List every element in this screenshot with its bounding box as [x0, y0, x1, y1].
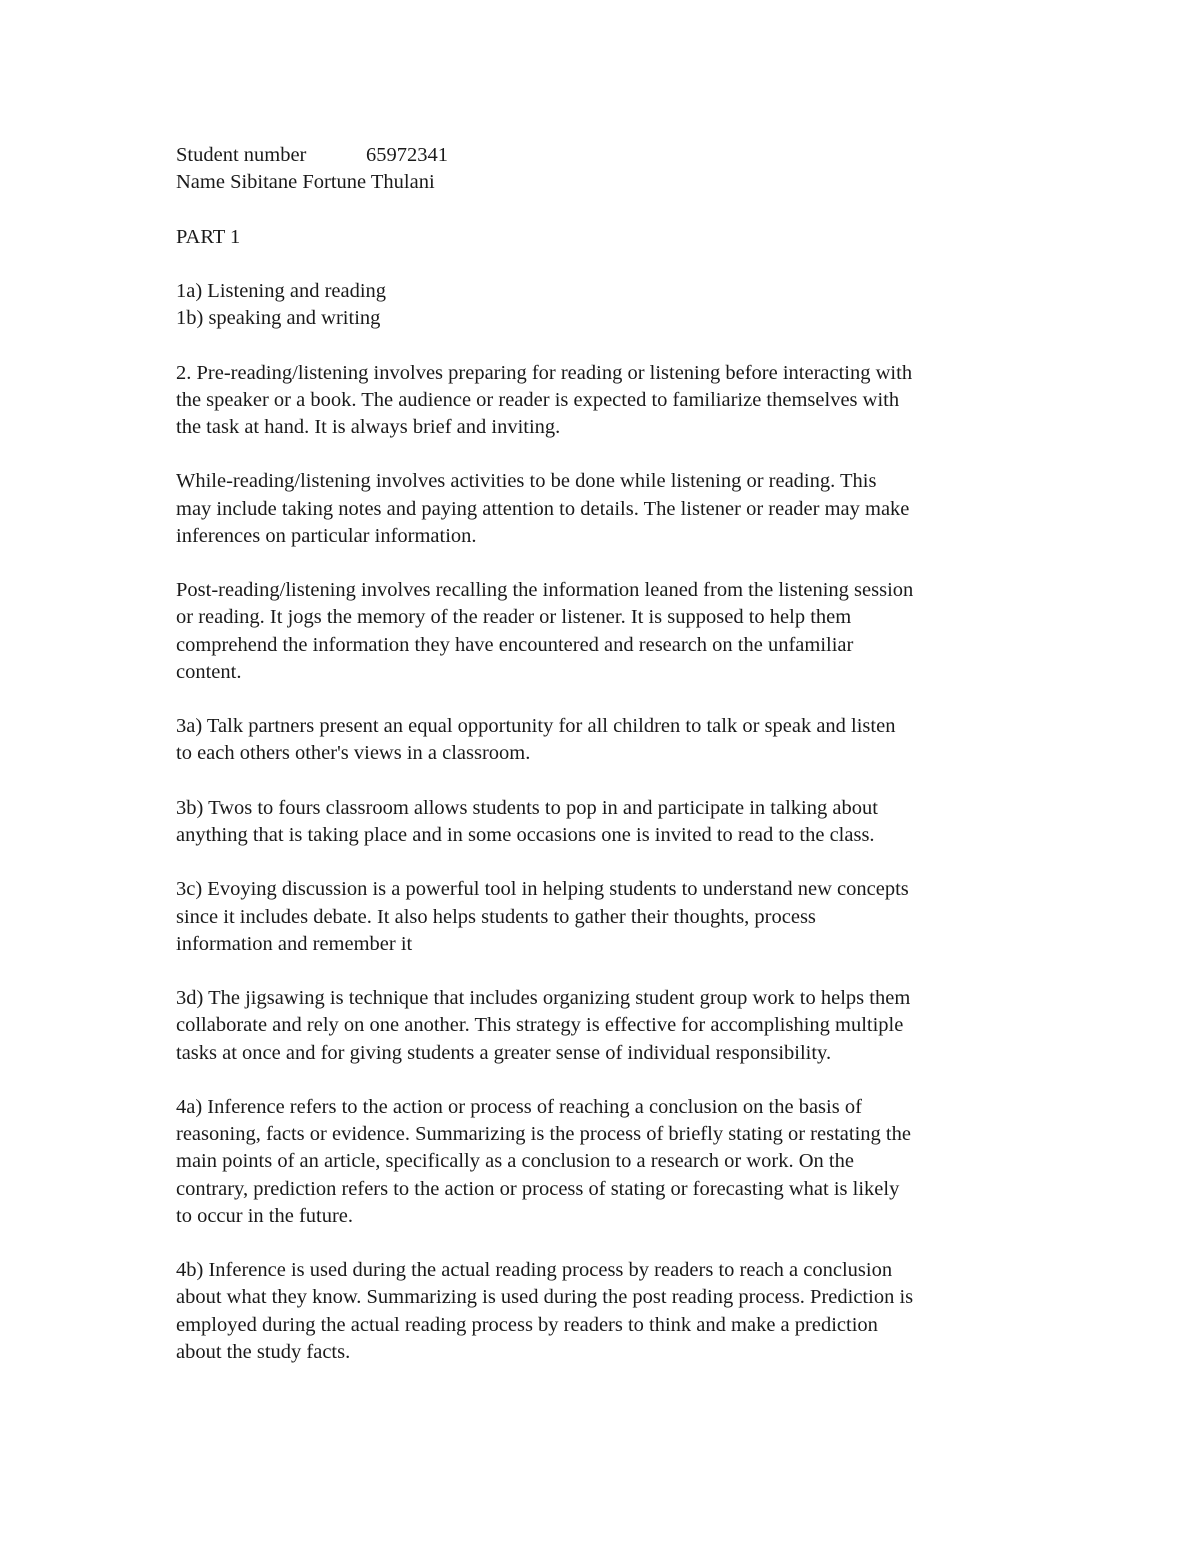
answer-2-while-reading: [176, 468, 1036, 550]
paragraph-line: 4b) Inference is used during the actual reading process by readers to reach a conclusion: [176, 1259, 893, 1282]
spacer: [176, 849, 1036, 876]
paragraph-line: collaborate and rely on one another. This strategy is effective for accomplishing multiple: [176, 1014, 904, 1037]
answer-3b: [176, 795, 1036, 849]
paragraph-line: contrary, prediction refers to the action or process of stating or forecasting what is likely: [176, 1177, 900, 1200]
spacer: [176, 251, 1036, 278]
paragraph-line: the task at hand. It is always brief and inviting.: [176, 415, 561, 438]
student-number-label: Student number: [176, 144, 307, 166]
spacer: [176, 1230, 1036, 1257]
student-number-line: [176, 142, 1036, 169]
paragraph-line: 3c) Evoying discussion is a powerful tool in helping students to understand new concepts: [176, 878, 909, 901]
paragraph-line: While-reading/listening involves activities to be done while listening or reading. This: [176, 470, 877, 493]
paragraph-line: information and remember it: [176, 932, 413, 955]
answer-2-pre-reading: [176, 360, 1036, 442]
answer-3c: [176, 876, 1036, 958]
spacer: [176, 332, 1036, 359]
spacer: [176, 768, 1036, 795]
part-title: PART 1: [176, 225, 241, 248]
answer-3a: [176, 713, 1036, 767]
paragraph-line: tasks at once and for giving students a greater sense of individual responsibility.: [176, 1041, 832, 1064]
student-name-line: Name Sibitane Fortune Thulani: [176, 171, 435, 194]
paragraph-line: reasoning, facts or evidence. Summarizing is the process of briefly stating or restating the: [176, 1123, 911, 1146]
answer-3d: [176, 985, 1036, 1067]
paragraph-line: since it includes debate. It also helps students to gather their thoughts, process: [176, 905, 816, 928]
paragraph-line: about the study facts.: [176, 1340, 351, 1363]
paragraph-line: 4a) Inference refers to the action or process of reaching a conclusion on the basis of: [176, 1095, 862, 1118]
paragraph-line: 3a) Talk partners present an equal opportunity for all children to talk or speak and listen: [176, 715, 896, 738]
spacer: [176, 1067, 1036, 1094]
paragraph-line: to each others other's views in a classroom.: [176, 742, 531, 765]
document-body: [176, 142, 1036, 1366]
student-number-value: 65972341: [366, 144, 448, 166]
paragraph-line: Post-reading/listening involves recalling the information leaned from the listening session: [176, 579, 914, 602]
answer-1b: 1b) speaking and writing: [176, 307, 381, 330]
spacer: [176, 550, 1036, 577]
spacer: [176, 196, 1036, 223]
answer-1a: 1a) Listening and reading: [176, 279, 387, 302]
paragraph-line: 3b) Twos to fours classroom allows students to pop in and participate in talking about: [176, 796, 878, 819]
paragraph-line: to occur in the future.: [176, 1204, 354, 1227]
spacer: [176, 686, 1036, 713]
spacer: [176, 441, 1036, 468]
spacer: [176, 958, 1036, 985]
paragraph-line: anything that is taking place and in some occasions one is invited to read to the class.: [176, 823, 875, 846]
answer-4b: [176, 1257, 1036, 1366]
paragraph-line: about what they know. Summarizing is used during the post reading process. Prediction is: [176, 1286, 914, 1309]
paragraph-line: the speaker or a book. The audience or reader is expected to familiarize themselves with: [176, 388, 900, 411]
paragraph-line: inferences on particular information.: [176, 524, 477, 547]
paragraph-line: comprehend the information they have encountered and research on the unfamiliar: [176, 633, 854, 656]
paragraph-line: 2. Pre-reading/listening involves preparing for reading or listening before interacting with: [176, 361, 913, 384]
answer-2-post-reading: [176, 577, 1036, 686]
paragraph-line: content.: [176, 660, 242, 683]
paragraph-line: may include taking notes and paying attention to details. The listener or reader may make: [176, 497, 910, 520]
answer-4a: [176, 1094, 1036, 1230]
paragraph-line: or reading. It jogs the memory of the reader or listener. It is supposed to help them: [176, 606, 852, 629]
paragraph-line: 3d) The jigsawing is technique that includes organizing student group work to helps them: [176, 987, 911, 1010]
paragraph-line: employed during the actual reading process by readers to think and make a prediction: [176, 1313, 878, 1336]
paragraph-line: main points of an article, specifically as a conclusion to a research or work. On the: [176, 1150, 854, 1173]
